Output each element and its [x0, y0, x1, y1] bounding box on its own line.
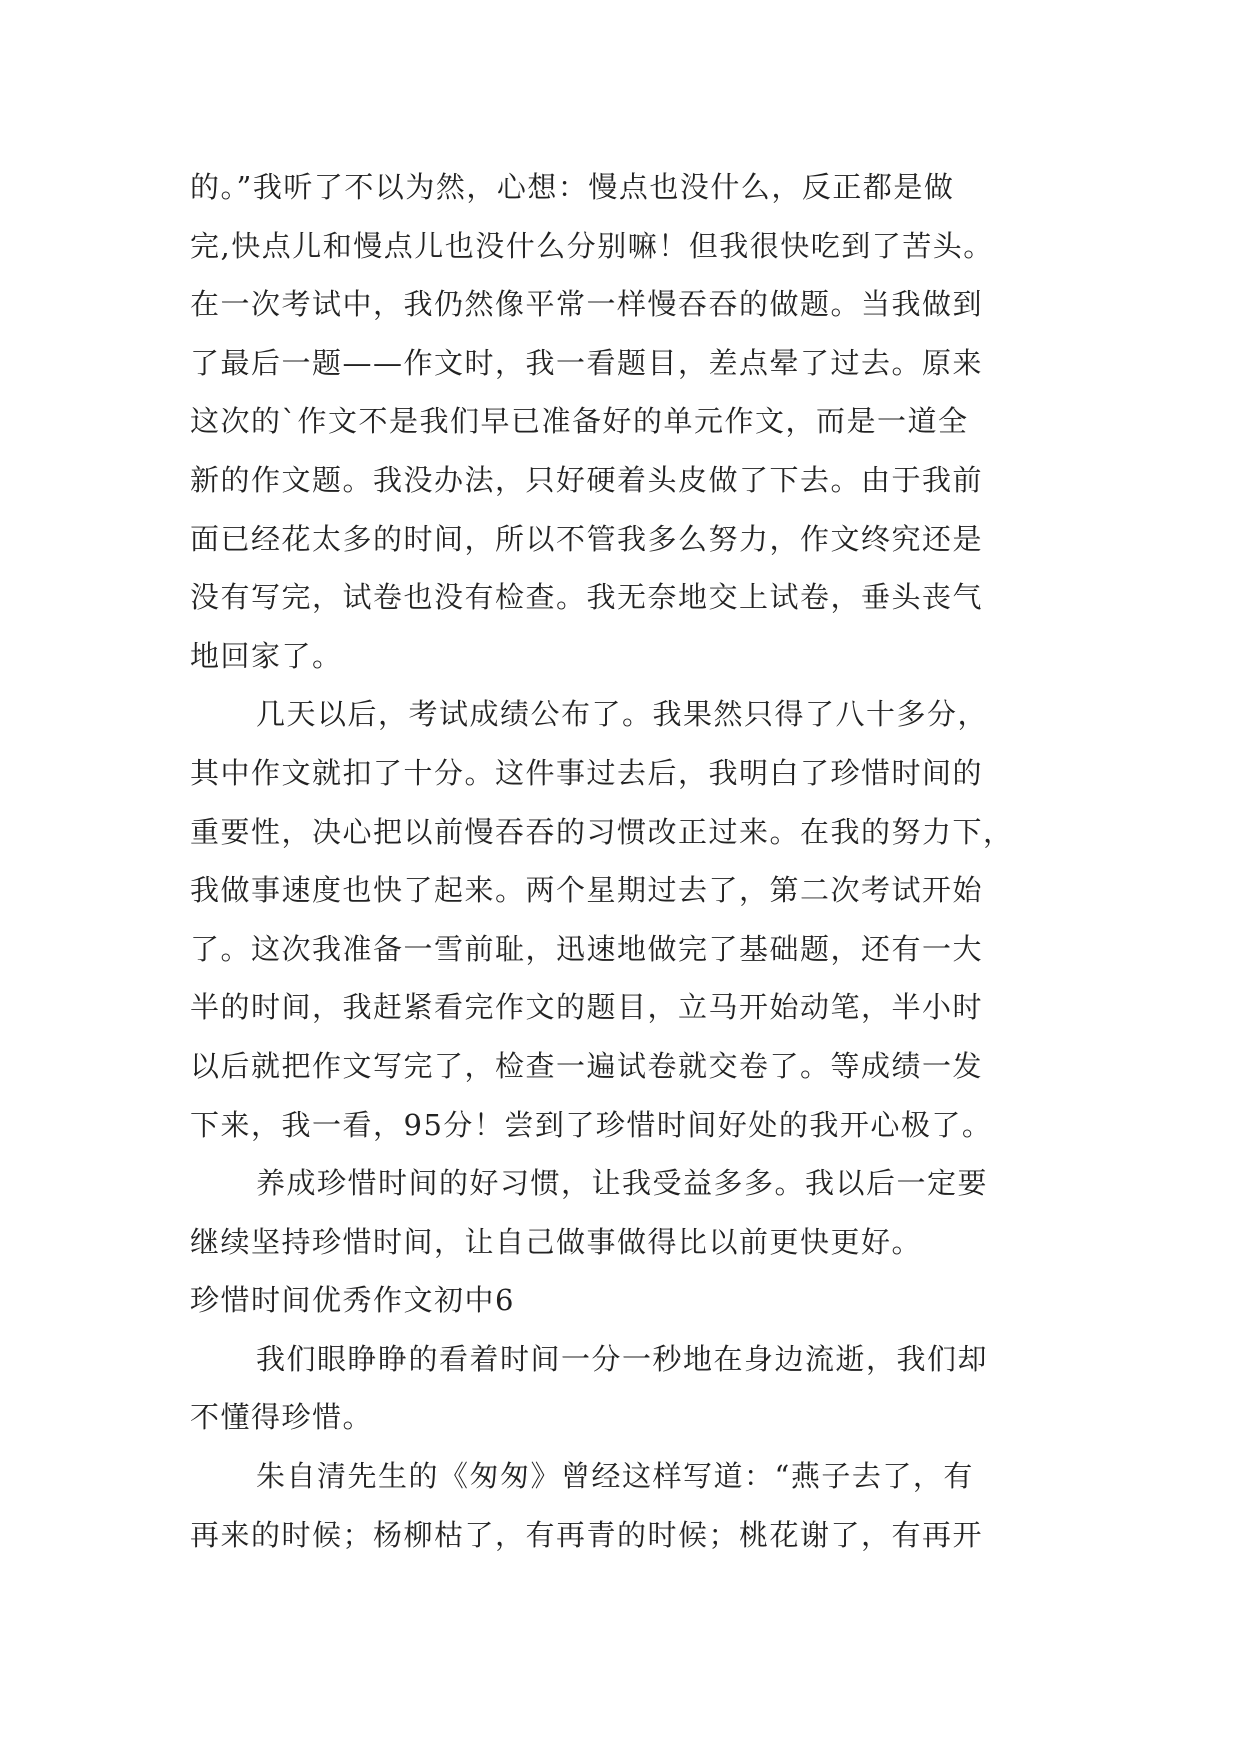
- text-line: 这次的`作文不是我们早已准备好的单元作文，而是一道全: [190, 404, 969, 439]
- section-heading: 珍惜时间优秀作文初中6: [190, 1283, 515, 1318]
- text-line: 面已经花太多的时间，所以不管我多么努力，作文终究还是: [190, 521, 984, 556]
- text-line: 了。这次我准备一雪前耻，迅速地做完了基础题，还有一大: [190, 931, 984, 966]
- text-line: 继续坚持珍惜时间，让自己做事做得比以前更快更好。: [190, 1224, 923, 1259]
- text-line: 以后就把作文写完了，检查一遍试卷就交卷了。等成绩一发: [190, 1048, 984, 1083]
- document-body: [190, 158, 1070, 1564]
- text-line: 重要性，决心把以前慢吞吞的习惯改正过来。在我的努力下，: [190, 814, 1014, 849]
- text-line: 的。”我听了不以为然，心想：慢点也没什么，反正都是做: [190, 170, 955, 204]
- text-line: 完,快点儿和慢点儿也没什么分别嘛！但我很快吃到了苦头。: [190, 228, 994, 263]
- text-line: 再来的时候；杨柳枯了，有再青的时候；桃花谢了，有再开: [190, 1517, 984, 1552]
- text-line: 在一次考试中，我仍然像平常一样慢吞吞的做题。当我做到: [190, 287, 984, 322]
- text-line: 了最后一题——作文时，我一看题目，差点晕了过去。原来: [190, 345, 984, 380]
- paragraph-start-line: 养成珍惜时间的好习惯，让我受益多多。我以后一定要: [256, 1166, 989, 1201]
- text-line: 不懂得珍惜。: [190, 1400, 374, 1435]
- text-line: 没有写完，试卷也没有检查。我无奈地交上试卷，垂头丧气: [190, 580, 984, 615]
- text-line: 新的作文题。我没办法，只好硬着头皮做了下去。由于我前: [190, 462, 984, 497]
- text-line: 地回家了。: [190, 638, 343, 673]
- paragraph-start-line: 朱自清先生的《匆匆》曾经这样写道：“燕子去了，有: [256, 1459, 974, 1494]
- text-line: 半的时间，我赶紧看完作文的题目，立马开始动笔，半小时: [190, 990, 984, 1025]
- text-line: 其中作文就扣了十分。这件事过去后，我明白了珍惜时间的: [190, 755, 984, 790]
- paragraph-start-line: 几天以后，考试成绩公布了。我果然只得了八十多分，: [256, 697, 989, 732]
- paragraph-start-line: 我们眼睁睁的看着时间一分一秒地在身边流逝，我们却: [256, 1341, 989, 1376]
- text-line: 下来，我一看，95分！尝到了珍惜时间好处的我开心极了。: [190, 1107, 993, 1142]
- text-line: 我做事速度也快了起来。两个星期过去了，第二次考试开始: [190, 873, 984, 908]
